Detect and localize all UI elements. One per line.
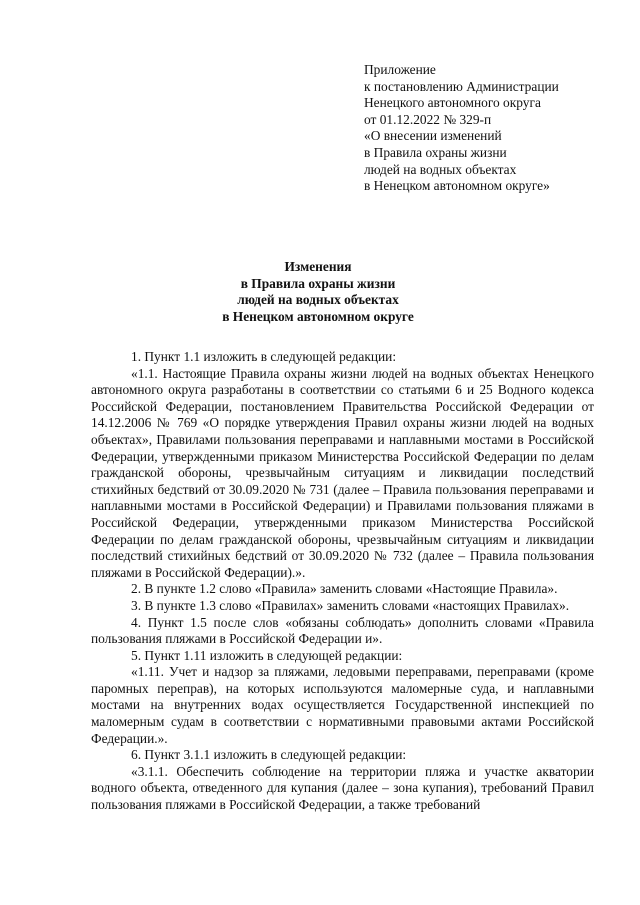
title-line: в Правила охраны жизни: [240, 275, 396, 291]
appendix-line: к постановлению Администрации: [364, 78, 559, 94]
paragraph: 6. Пункт 3.1.1 изложить в следующей редакции:: [131, 747, 407, 763]
title-line: в Ненецком автономном округе: [222, 308, 414, 324]
appendix-line: людей на водных объектах: [364, 161, 517, 177]
paragraph: 3. В пункте 1.3 слово «Правилах» заменить словами «настоящих Правилах».: [131, 597, 570, 613]
document-body: [91, 349, 594, 814]
paragraph: «3.1.1. Обеспечить соблюдение на территории пляжа и участке акватории водного объекта, отведенного для купания (далее – зона купания), требований Правил пользования пляжами в Российской Федерации, а также требований: [91, 763, 594, 813]
appendix-line: от 01.12.2022 № 329-п: [364, 111, 492, 127]
appendix-line: в Правила охраны жизни: [364, 144, 507, 160]
paragraph: 5. Пункт 1.11 изложить в следующей редакции:: [131, 647, 403, 663]
appendix-block: [364, 62, 614, 195]
document-title: [90, 259, 546, 325]
appendix-line: Приложение: [364, 62, 436, 77]
appendix-line: «О внесении изменений: [364, 128, 502, 144]
paragraph: «1.11. Учет и надзор за пляжами, ледовыми переправами, переправами (кроме паромных переправ), на которых используются маломерные суда, и наплавными мостами на внутренних водах осуществляется Государственной инспекцией по маломерным судам в соответствии с нормативными правовыми актами Российской Федерации.».: [91, 664, 594, 746]
title-line: Изменения: [284, 259, 352, 274]
appendix-line: Ненецкого автономного округа: [364, 95, 541, 111]
appendix-line: в Ненецком автономном округе»: [364, 178, 550, 194]
paragraph: 2. В пункте 1.2 слово «Правила» заменить словами «Настоящие Правила».: [131, 581, 558, 597]
paragraph: 1. Пункт 1.1 изложить в следующей редакции:: [131, 349, 397, 364]
paragraph: «1.1. Настоящие Правила охраны жизни людей на водных объектах Ненецкого автономного округа разработаны в соответствии со статьями 6 и 25 Водного кодекса Российской Федерации, постановлением Правительства Российской Федерации от 14.12.2006 № 769 «О порядке утверждения Правил охраны жизни людей на водных объектах», Правилами пользования переправами и наплавными мостами в Российской Федерации, утвержденными приказом Министерства Российской Федерации по делам гражданской обороны, чрезвычайным ситуациям и ликвидации последствий стихийных бедствий от 30.09.2020 № 731 (далее – Правила пользования переправами и наплавными мостами в Российской Федерации) и Правилами пользования пляжами в Российской Федерации, утвержденными приказом Министерства Российской Федерации по делам гражданской обороны, чрезвычайным ситуациям и ликвидации последствий стихийных бедствий от 30.09.2020 № 732 (далее – Правила пользования пляжами в Российской Федерации).».: [91, 365, 594, 580]
paragraph: 4. Пункт 1.5 после слов «обязаны соблюдать» дополнить словами «Правила пользования пляжами в Российской Федерации и».: [91, 614, 594, 647]
title-line: людей на водных объектах: [237, 292, 399, 308]
